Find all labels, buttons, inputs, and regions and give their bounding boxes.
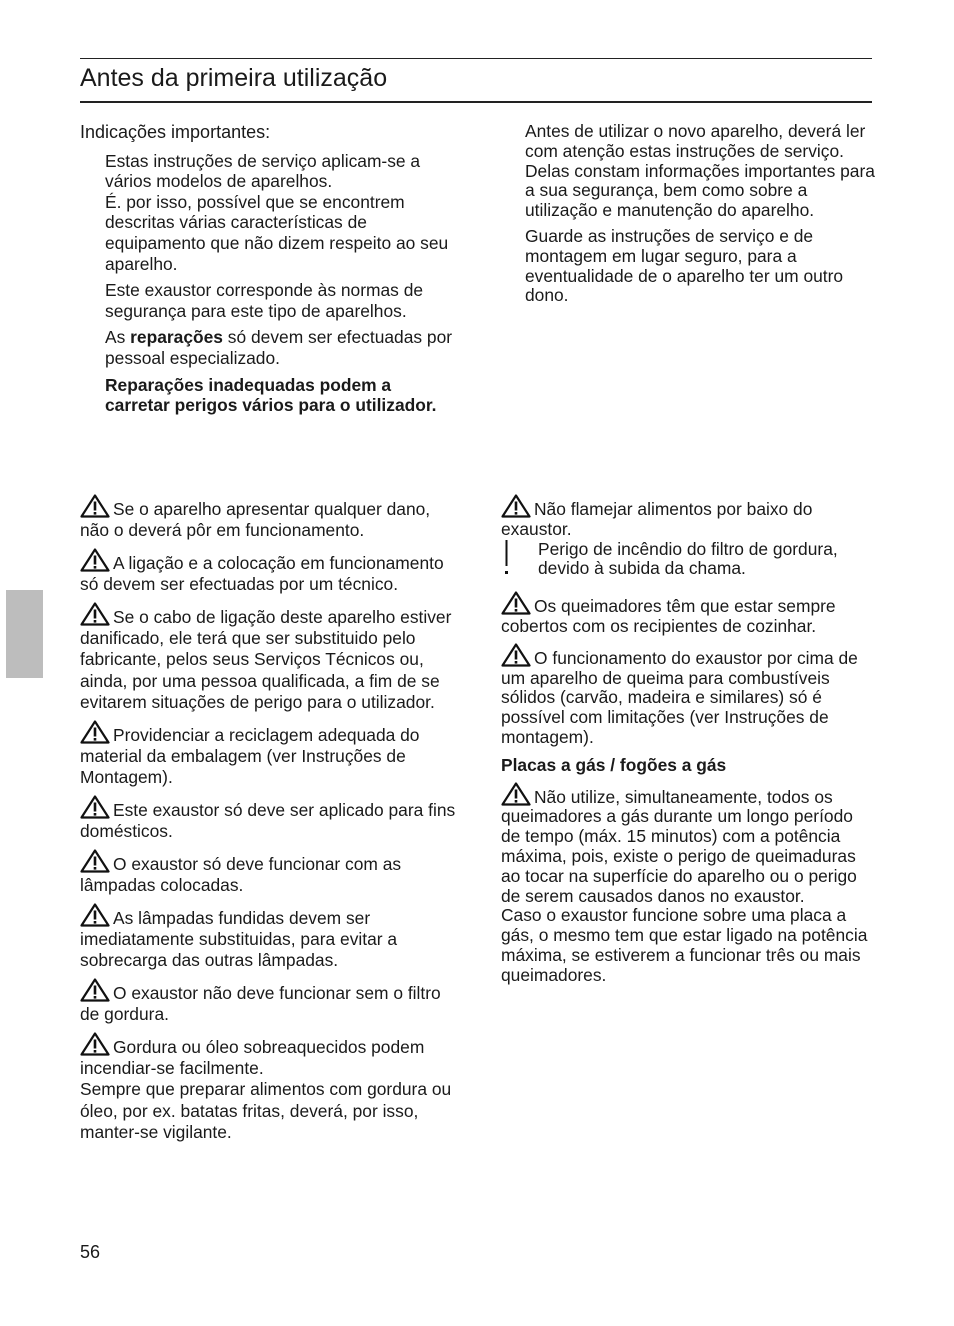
intro-left-column [80,122,460,422]
header-top-rule [80,58,872,59]
warning-icon [80,494,110,518]
exclamation-icon [503,538,511,578]
warnings-right-column [501,494,873,986]
warning-icon [501,591,531,615]
warning-icon [501,494,531,518]
warning-icon [80,1032,110,1056]
warning-text: O exaustor só deve funcionar com as lâmpadas colocadas. [80,853,402,896]
intro-paragraph: É. por isso, possível que se encontrem descritas várias características de equipamento que não dizem respeito ao seu aparelho. [105,191,449,274]
page-title: Antes da primeira utilização [80,64,388,92]
warning-icon [80,849,110,873]
warning-item [501,494,873,540]
intro-paragraph: Este exaustor corresponde às normas de segurança para este tipo de aparelhos. [105,280,424,321]
warning-text: As lâmpadas fundidas devem ser imediatamente substituidas, para evitar a sobrecarga das outras lâmpadas. [80,907,398,971]
warning-item [80,548,456,596]
note-text: Perigo de incêndio do filtro de gordura, devido à subida da chama. [538,538,838,579]
text-fragment: só devem ser efectuadas por pessoal especializado. [105,327,453,368]
intro-paragraph-bold: Reparações inadequadas podem a carretar perigos vários para o utilizador. [105,374,437,416]
warning-item [501,782,873,907]
warning-text: Não flamejar alimentos por baixo do exaustor. [501,499,813,539]
warning-text: Gordura ou óleo sobreaquecidos podem incendiar-se facilmente. [80,1036,425,1078]
warning-text: Se o cabo de ligação deste aparelho estiver danificado, ele terá que ser substituido pelo fabricante, pelos seus Serviços Técnicos ou, ainda, por uma pessoa qualificada, a fim de se evitarem situações de perigo para o utilizador. [80,606,452,713]
gas-section-heading: Placas a gás / fogões a gás [501,754,727,775]
page-number: 56 [80,1242,101,1262]
warning-icon [80,795,110,819]
warnings-left-column [80,494,456,1144]
warning-text: Os queimadores têm que estar sempre cobertos com os recipientes de cozinhar. [501,596,836,636]
warning-item [80,602,456,714]
warning-icon [80,602,110,626]
warning-item [501,591,873,637]
section-heading: Indicações importantes: [80,122,271,142]
text-fragment: As [105,327,131,348]
warning-text: A ligação e a colocação em funcionamento só devem ser efectuadas por um técnico. [80,552,444,595]
warning-text: Se o aparelho apresentar qualquer dano, não o deverá pôr em funcionamento. [80,499,431,541]
warning-icon [501,643,531,667]
warning-icon [80,548,110,572]
warning-item [80,1032,456,1080]
warning-item [80,978,456,1026]
warning-item [80,849,456,897]
intro-paragraph: Antes de utilizar o novo aparelho, deverá ler com atenção estas instruções de serviço. [525,121,866,161]
intro-right-column [525,122,877,312]
text-fragment-bold: reparações [130,327,223,348]
header-bottom-rule [80,101,872,103]
warning-item [80,903,456,972]
warning-icon [501,782,531,806]
warning-text: O funcionamento do exaustor por cima de um aparelho de queima para combustíveis sólidos (carvão, madeira e similares) só é possível com limitações (ver Instruções de montagem). [501,647,858,747]
intro-paragraph: Guarde as instruções de serviço e de montagem em lugar seguro, para a eventualidade de o aparelho ter um outro dono. [525,225,844,306]
warning-item [501,643,873,748]
warning-text: Não utilize, simultaneamente, todos os queimadores a gás durante um longo período de tempo (máx. 15 minutos) com a potência máxima, pois, existe o perigo de queimaduras ao tocar na superfície do aparelho ou o perigo de serem causados danos no exaustor. [501,786,857,906]
intro-paragraph [105,327,460,368]
warning-item [80,720,456,789]
warning-text: Providenciar a reciclagem adequada do material da embalagem (ver Instruções de Montagem). [80,724,420,788]
side-tab-marker [6,590,43,678]
warning-icon [80,903,110,927]
warning-extra-text: Caso o exaustor funcione sobre uma placa a gás, o mesmo tem que estar ligado na potência máxima, se estiverem a funcionar três ou mais queimadores. [501,905,868,985]
warning-item [80,494,456,542]
warning-extra-text: Sempre que preparar alimentos com gordura ou óleo, por ex. batatas fritas, deverá, por isso, manter-se vigilante. [80,1079,452,1143]
fire-hazard-note [501,540,873,580]
intro-paragraph: Delas constam informações importantes para a sua segurança, bem como sobre a utilização e manutenção do aparelho. [525,160,875,221]
warning-item [80,795,456,843]
intro-paragraph: Estas instruções de serviço aplicam-se a vários modelos de aparelhos. [105,150,421,192]
warning-text: Este exaustor só deve ser aplicado para fins domésticos. [80,799,456,842]
warning-text: O exaustor não deve funcionar sem o filtro de gordura. [80,982,441,1025]
warning-icon [80,978,110,1002]
warning-icon [80,720,110,744]
